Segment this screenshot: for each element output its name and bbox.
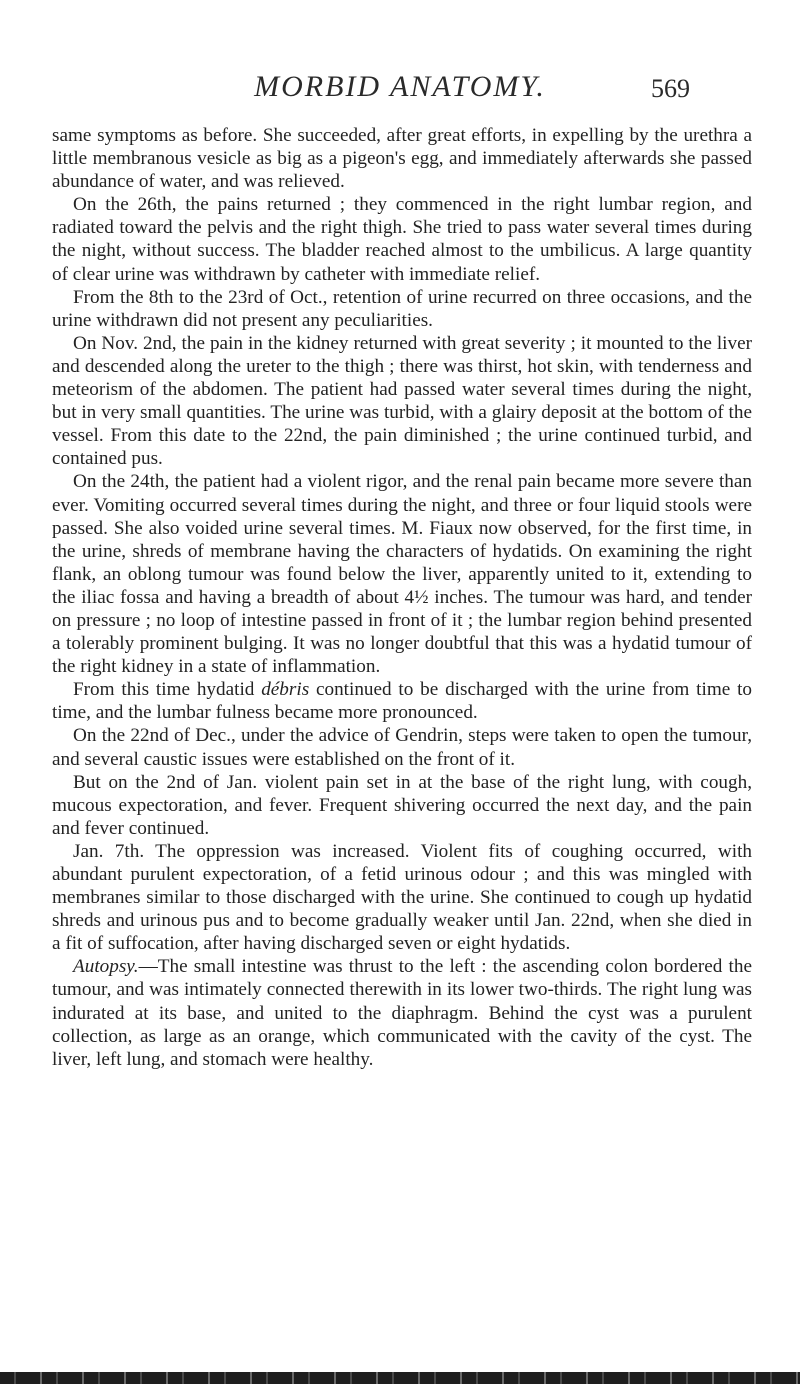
paragraph: But on the 2nd of Jan. violent pain set in at the base of the right lung, with cough, mucous expectoration, and fever. Frequent shivering occurred the next day, and the pain and fever continued. [52, 771, 752, 839]
text-run: From this time hydatid [73, 679, 262, 701]
paragraph: same symptoms as before. She succeeded, after great efforts, in expelling by the urethra a little membranous vesicle as big as a pigeon's egg, and immediately afterwards she passed abundance of water, and was relieved. [52, 125, 752, 193]
body-text [52, 124, 752, 1071]
paragraph: On the 22nd of Dec., under the advice of Gendrin, steps were taken to open the tumour, and several caustic issues were established on the front of it. [52, 725, 752, 770]
running-title: MORBID ANATOMY. [254, 70, 546, 103]
paragraph: On the 24th, the patient had a violent rigor, and the renal pain became more severe than ever. Vomiting occurred several times during the night, and three or four liquid stools were passed. She also voided urine several times. M. Fiaux now observed, for the first time, in the urine, shreds of membrane having the characters of hydatids. On examining the right flank, an oblong tumour was found below the liver, apparently united to it, extending to the iliac fossa and having a breadth of about 4½ inches. The tumour was hard, and tender on pressure ; no loop of intestine passed in front of it ; the lumbar region behind presented a tolerably prominent bulging. It was no longer doubtful that this was a hydatid tumour of the right kidney in a state of inflammation. [52, 471, 752, 678]
text-run: continued to be discharged with the urine from time to time, and the lumbar fulness became more pronounced. [52, 679, 752, 724]
scan-edge-strip [0, 1372, 800, 1384]
paragraph: On Nov. 2nd, the pain in the kidney returned with great severity ; it mounted to the liver and descended along the ureter to the thigh ; there was thirst, hot skin, with tenderness and meteorism of the abdomen. The patient had passed water several times during the night, but in very small quantities. The urine was turbid, with a glairy deposit at the bottom of the vessel. From this date to the 22nd, the pain diminished ; the urine continued turbid, and contained pus. [52, 332, 752, 470]
autopsy-heading: Autopsy. [73, 956, 139, 978]
text-run: —The small intestine was thrust to the left : the ascending colon bordered the tumour, and was intimately connected therewith in its lower two-thirds. The right lung was indurated at its base, and united to the diaphragm. Behind the cyst was a purulent collection, as large as an orange, which communicated with the cavity of the cyst. The liver, left lung, and stomach were healthy. [52, 956, 752, 1070]
paragraph: Jan. 7th. The oppression was increased. Violent fits of coughing occurred, with abundant purulent expectoration, of a fetid urinous odour ; and this was mingled with membranes similar to those discharged with the urine. She continued to cough up hydatid shreds and urinous pus and to become gradually weaker until Jan. 22nd, when she died in a fit of suffocation, after having discharged seven or eight hydatids. [52, 840, 752, 955]
running-head [110, 58, 690, 102]
paragraph: From the 8th to the 23rd of Oct., retention of urine recurred on three occasions, and the urine withdrawn did not present any peculiarities. [52, 286, 752, 331]
paragraph [52, 678, 752, 724]
page-number: 569 [651, 74, 690, 103]
paragraph [52, 955, 752, 1070]
paragraph: On the 26th, the pains returned ; they commenced in the right lumbar region, and radiated toward the pelvis and the right thigh. She tried to pass water several times during the night, without success. The bladder reached almost to the umbilicus. A large quantity of clear urine was withdrawn by catheter with immediate relief. [52, 194, 752, 285]
italic-term: débris [261, 679, 310, 701]
